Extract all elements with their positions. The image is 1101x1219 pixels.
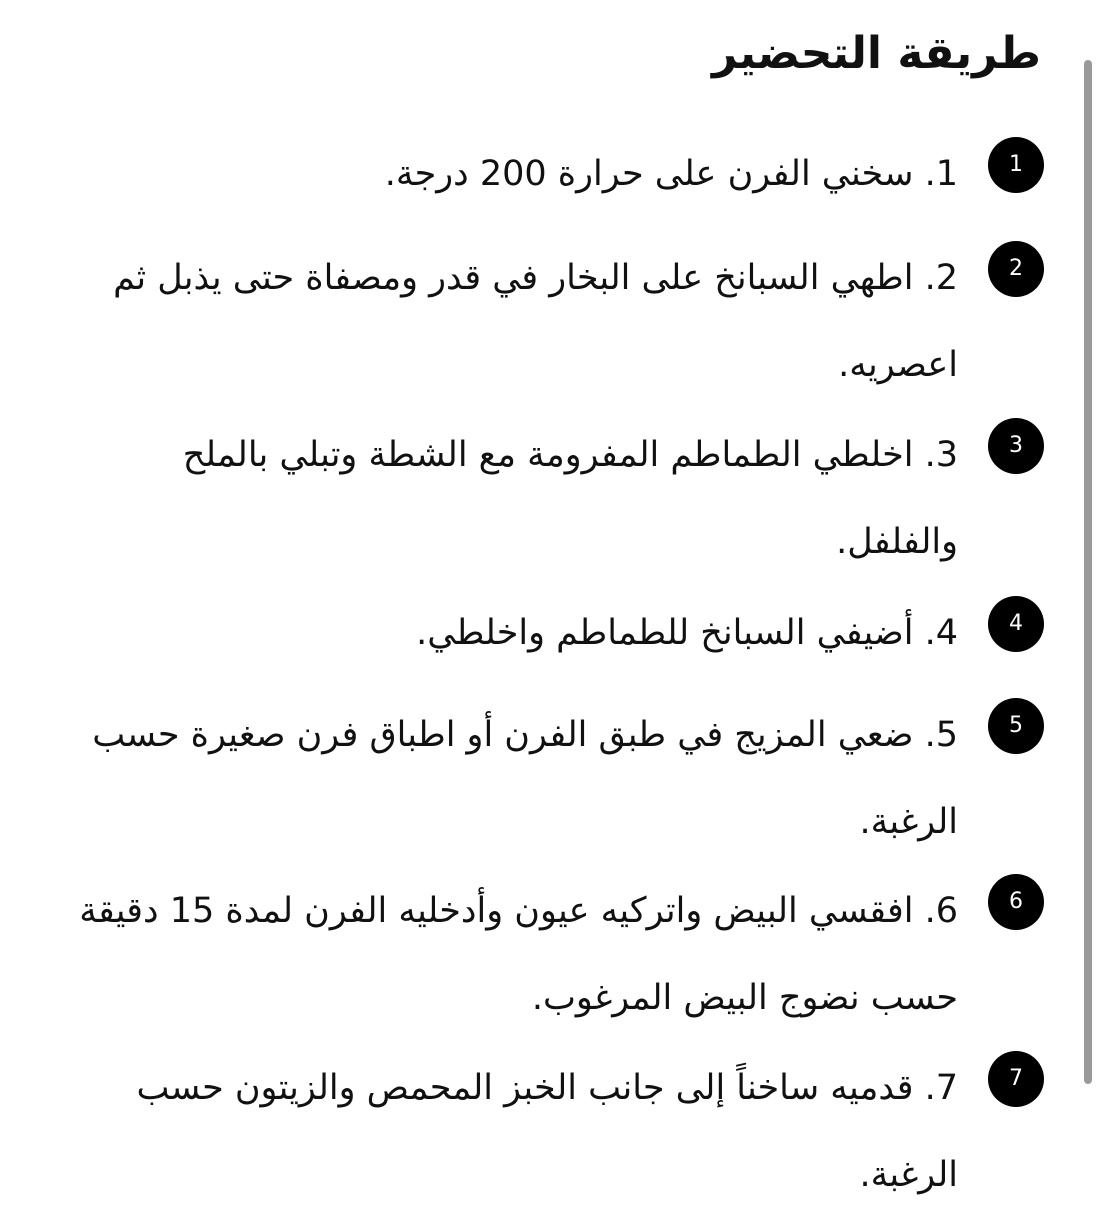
step-text: 6. افقسي البيض واتركيه عيون وأدخليه الفرن لمدة 15 دقيقة حسب نضوج البيض المرغوب.: [79, 891, 958, 1018]
step-text: 1. سخني الفرن على حرارة 200 درجة.: [384, 154, 958, 194]
step-number-badge: 5: [988, 698, 1044, 754]
step-number-badge: 6: [988, 874, 1044, 930]
step-number-badge: 2: [988, 241, 1044, 297]
step-text: 3. اخلطي الطماطم المفرومة مع الشطة وتبلي بالملح والفلفل.: [182, 435, 958, 562]
section-title: طريقة التحضير: [712, 28, 1041, 79]
scrollbar-thumb[interactable]: [1084, 60, 1092, 1084]
scrollbar[interactable]: [1084, 60, 1092, 1084]
step-text: 7. قدميه ساخناً إلى جانب الخبز المحمص والزيتون حسب الرغبة.: [136, 1068, 958, 1195]
step-number-badge: 3: [988, 418, 1044, 474]
step-number-badge: 7: [988, 1051, 1044, 1107]
step-number-badge: 1: [988, 137, 1044, 193]
step-number-badge: 4: [988, 596, 1044, 652]
step-text: 4. أضيفي السبانخ للطماطم واخلطي.: [416, 613, 958, 653]
step-text: 5. ضعي المزيج في طبق الفرن أو اطباق فرن صغيرة حسب الرغبة.: [92, 715, 958, 842]
step-text: 2. اطهي السبانخ على البخار في قدر ومصفاة حتى يذبل ثم اعصريه.: [113, 258, 958, 385]
